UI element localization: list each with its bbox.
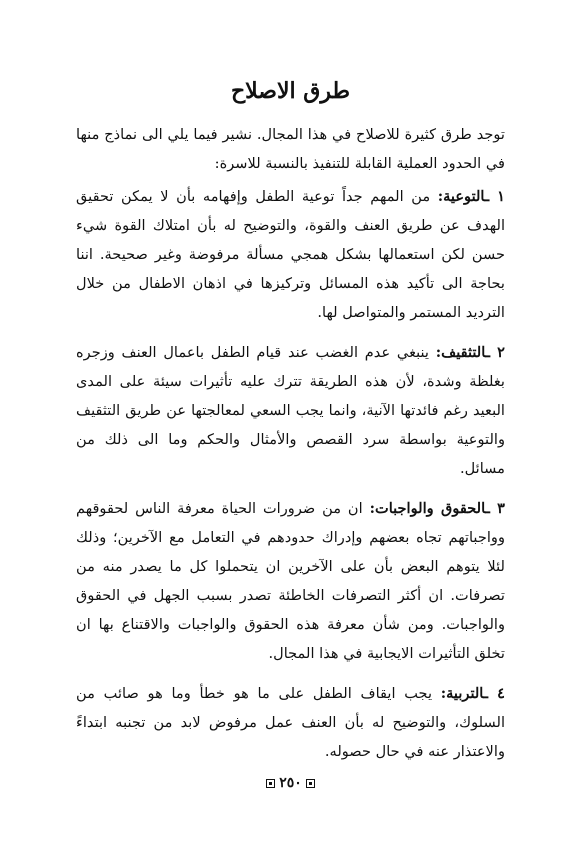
- item-number: ٤ ـ: [483, 685, 505, 702]
- list-item-rights-duties: [76, 494, 505, 668]
- square-ornament-icon: [306, 779, 315, 788]
- list-item-education: [76, 338, 505, 483]
- item-heading: التثقيف:: [435, 344, 486, 361]
- intro-paragraph: توجد طرق كثيرة للاصلاح في هذا المجال. نشير فيما يلي الى نماذج منها في الحدود العملية القابلة للتنفيذ بالنسبة للاسرة:: [76, 126, 505, 172]
- item-text: ان من ضرورات الحياة معرفة الناس لحقوقهم وواجباتهم تجاه بعضهم وإدراك حدودهم في التعامل مع الآخرين؛ وذلك لئلا يتوهم البعض بأن على الآخرين ان يتحملوا كل ما يصدر منه من تصرفات. ان أكثر التصرفات الخاطئة تصدر بسبب الجهل في الحقوق والواجبات. ومن شأن معرفة هذه الحقوق والواجبات والاقتناع بها ان تخلق التأثيرات الايجابية في هذا المجال.: [76, 500, 505, 662]
- list-item-awareness: [76, 182, 505, 327]
- list-item-upbringing: [76, 679, 505, 766]
- section-title: طرق الاصلاح: [230, 78, 351, 104]
- item-text: من المهم جداً توعية الطفل وإفهامه بأن لا يمكن تحقيق الهدف عن طريق العنف والقوة، والتوضيح له بأن امتلاك القوة شيء حسن لكن استعمالها بشكل همجي مسألة مرفوضة وغير صحيحة. اننا بحاجة الى تأكيد هذه المسائل وتركيزها في اذهان الاطفال من خلال الترديد المستمر والمتواصل لها.: [76, 188, 505, 321]
- page-footer: [0, 773, 581, 793]
- item-heading: التربية:: [440, 685, 484, 702]
- item-text: ينبغي عدم الغضب عند قيام الطفل باعمال العنف وزجره بغلظة وشدة، لأن هذه الطريقة تترك عليه تأثيرات سيئة على المدى البعيد رغم فائدتها الآنية، وانما يجب السعي لمعالجتها عن طريق التثقيف والتوعية بواسطة سرد القصص والأمثال والحكم وما الى ذلك من مسائل.: [76, 344, 505, 477]
- item-number: ٣ ـ: [485, 500, 506, 517]
- item-number: ١ ـ: [484, 188, 506, 205]
- item-text: يجب ايقاف الطفل على ما هو خطأ وما هو صائب من السلوك، والتوضيح له بأن العنف عمل مرفوض لابد من تجنبه ابتداءً والاعتذار عنه في حال حصوله.: [76, 685, 505, 760]
- item-heading: التوعية:: [437, 188, 485, 205]
- item-number: ٢ ـ: [485, 344, 505, 361]
- square-ornament-icon: [266, 779, 275, 788]
- page-number: ٢٥٠: [279, 775, 302, 791]
- item-heading: الحقوق والواجبات:: [369, 500, 486, 517]
